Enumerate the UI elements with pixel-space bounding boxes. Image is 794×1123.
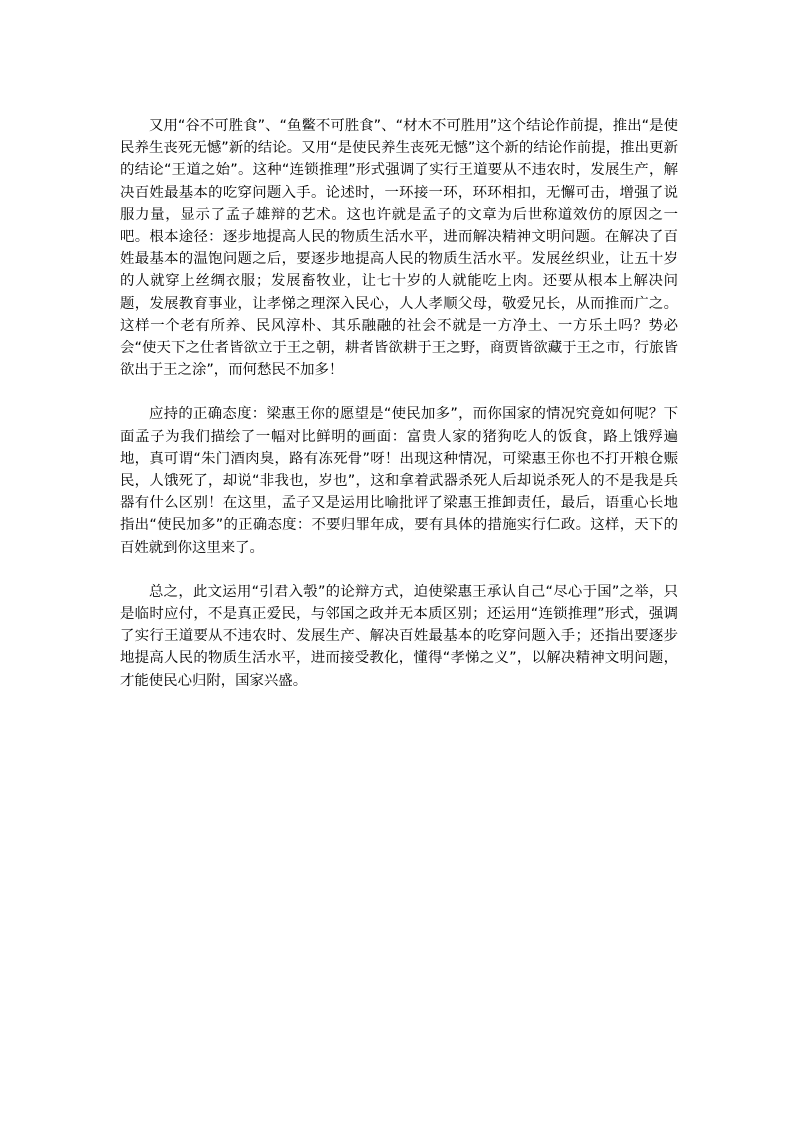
document-body [120,115,678,714]
paragraph-1: 又用“谷不可胜食”、“鱼鳖不可胜食”、“材木不可胜用”这个结论作前提，推出“是使民养生丧死无憾”新的结论。又用“是使民养生丧死无憾”这个新的结论作前提，推出更新的结论“王道之始”。这种“连锁推理”形式强调了实行王道要从不违农时，发展生产，解决百姓最基本的吃穿问题入手。论述时，一环接一环，环环相扣，无懈可击，增强了说服力量，显示了孟子雄辩的艺术。这也许就是孟子的文章为后世称道效仿的原因之一吧。根本途径：逐步地提高人民的物质生活水平，进而解决精神文明问题。在解决了百姓最基本的温饱问题之后，要逐步地提高人民的物质生活水平。发展丝织业，让五十岁的人就穿上丝绸衣服；发展畜牧业，让七十岁的人就能吃上肉。还要从根本上解决问题，发展教育事业，让孝悌之理深入民心，人人孝顺父母，敬爱兄长，从而推而广之。这样一个老有所养、民风淳朴、其乐融融的社会不就是一方净土、一方乐土吗？势必会“使天下之仕者皆欲立于王之朝，耕者皆欲耕于王之野，商贾皆欲藏于王之市，行旅皆欲出于王之涂”，而何愁民不加多！ [120,118,678,379]
paragraph-3: 总之，此文运用“引君入彀”的论辩方式，迫使梁惠王承认自己“尽心于国”之举，只是临时应付，不是真正爱民，与邻国之政并无本质区别；还运用“连锁推理”形式，强调了实行王道要从不违农时、发展生产、解决百姓最基本的吃穿问题入手；还指出要逐步地提高人民的物质生活水平，进而接受教化，懂得“孝悌之义”，以解决精神文明问题，才能使民心归附，国家兴盛。 [120,583,678,689]
paragraph-2: 应持的正确态度：梁惠王你的愿望是“使民加多”，而你国家的情况究竟如何呢？下面孟子为我们描绘了一幅对比鲜明的画面：富贵人家的猪狗吃人的饭食，路上饿殍遍地，真可谓“朱门酒肉臭，路有冻死骨”呀！出现这种情况，可梁惠王你也不打开粮仓赈民，人饿死了，却说“非我也，岁也”，这和拿着武器杀死人后却说杀死人的不是我是兵器有什么区别！在这里，孟子又是运用比喻批评了梁惠王推卸责任，最后，语重心长地指出“使民加多”的正确态度：不要归罪年成，要有具体的措施实行仁政。这样，天下的百姓就到你这里来了。 [120,406,678,556]
